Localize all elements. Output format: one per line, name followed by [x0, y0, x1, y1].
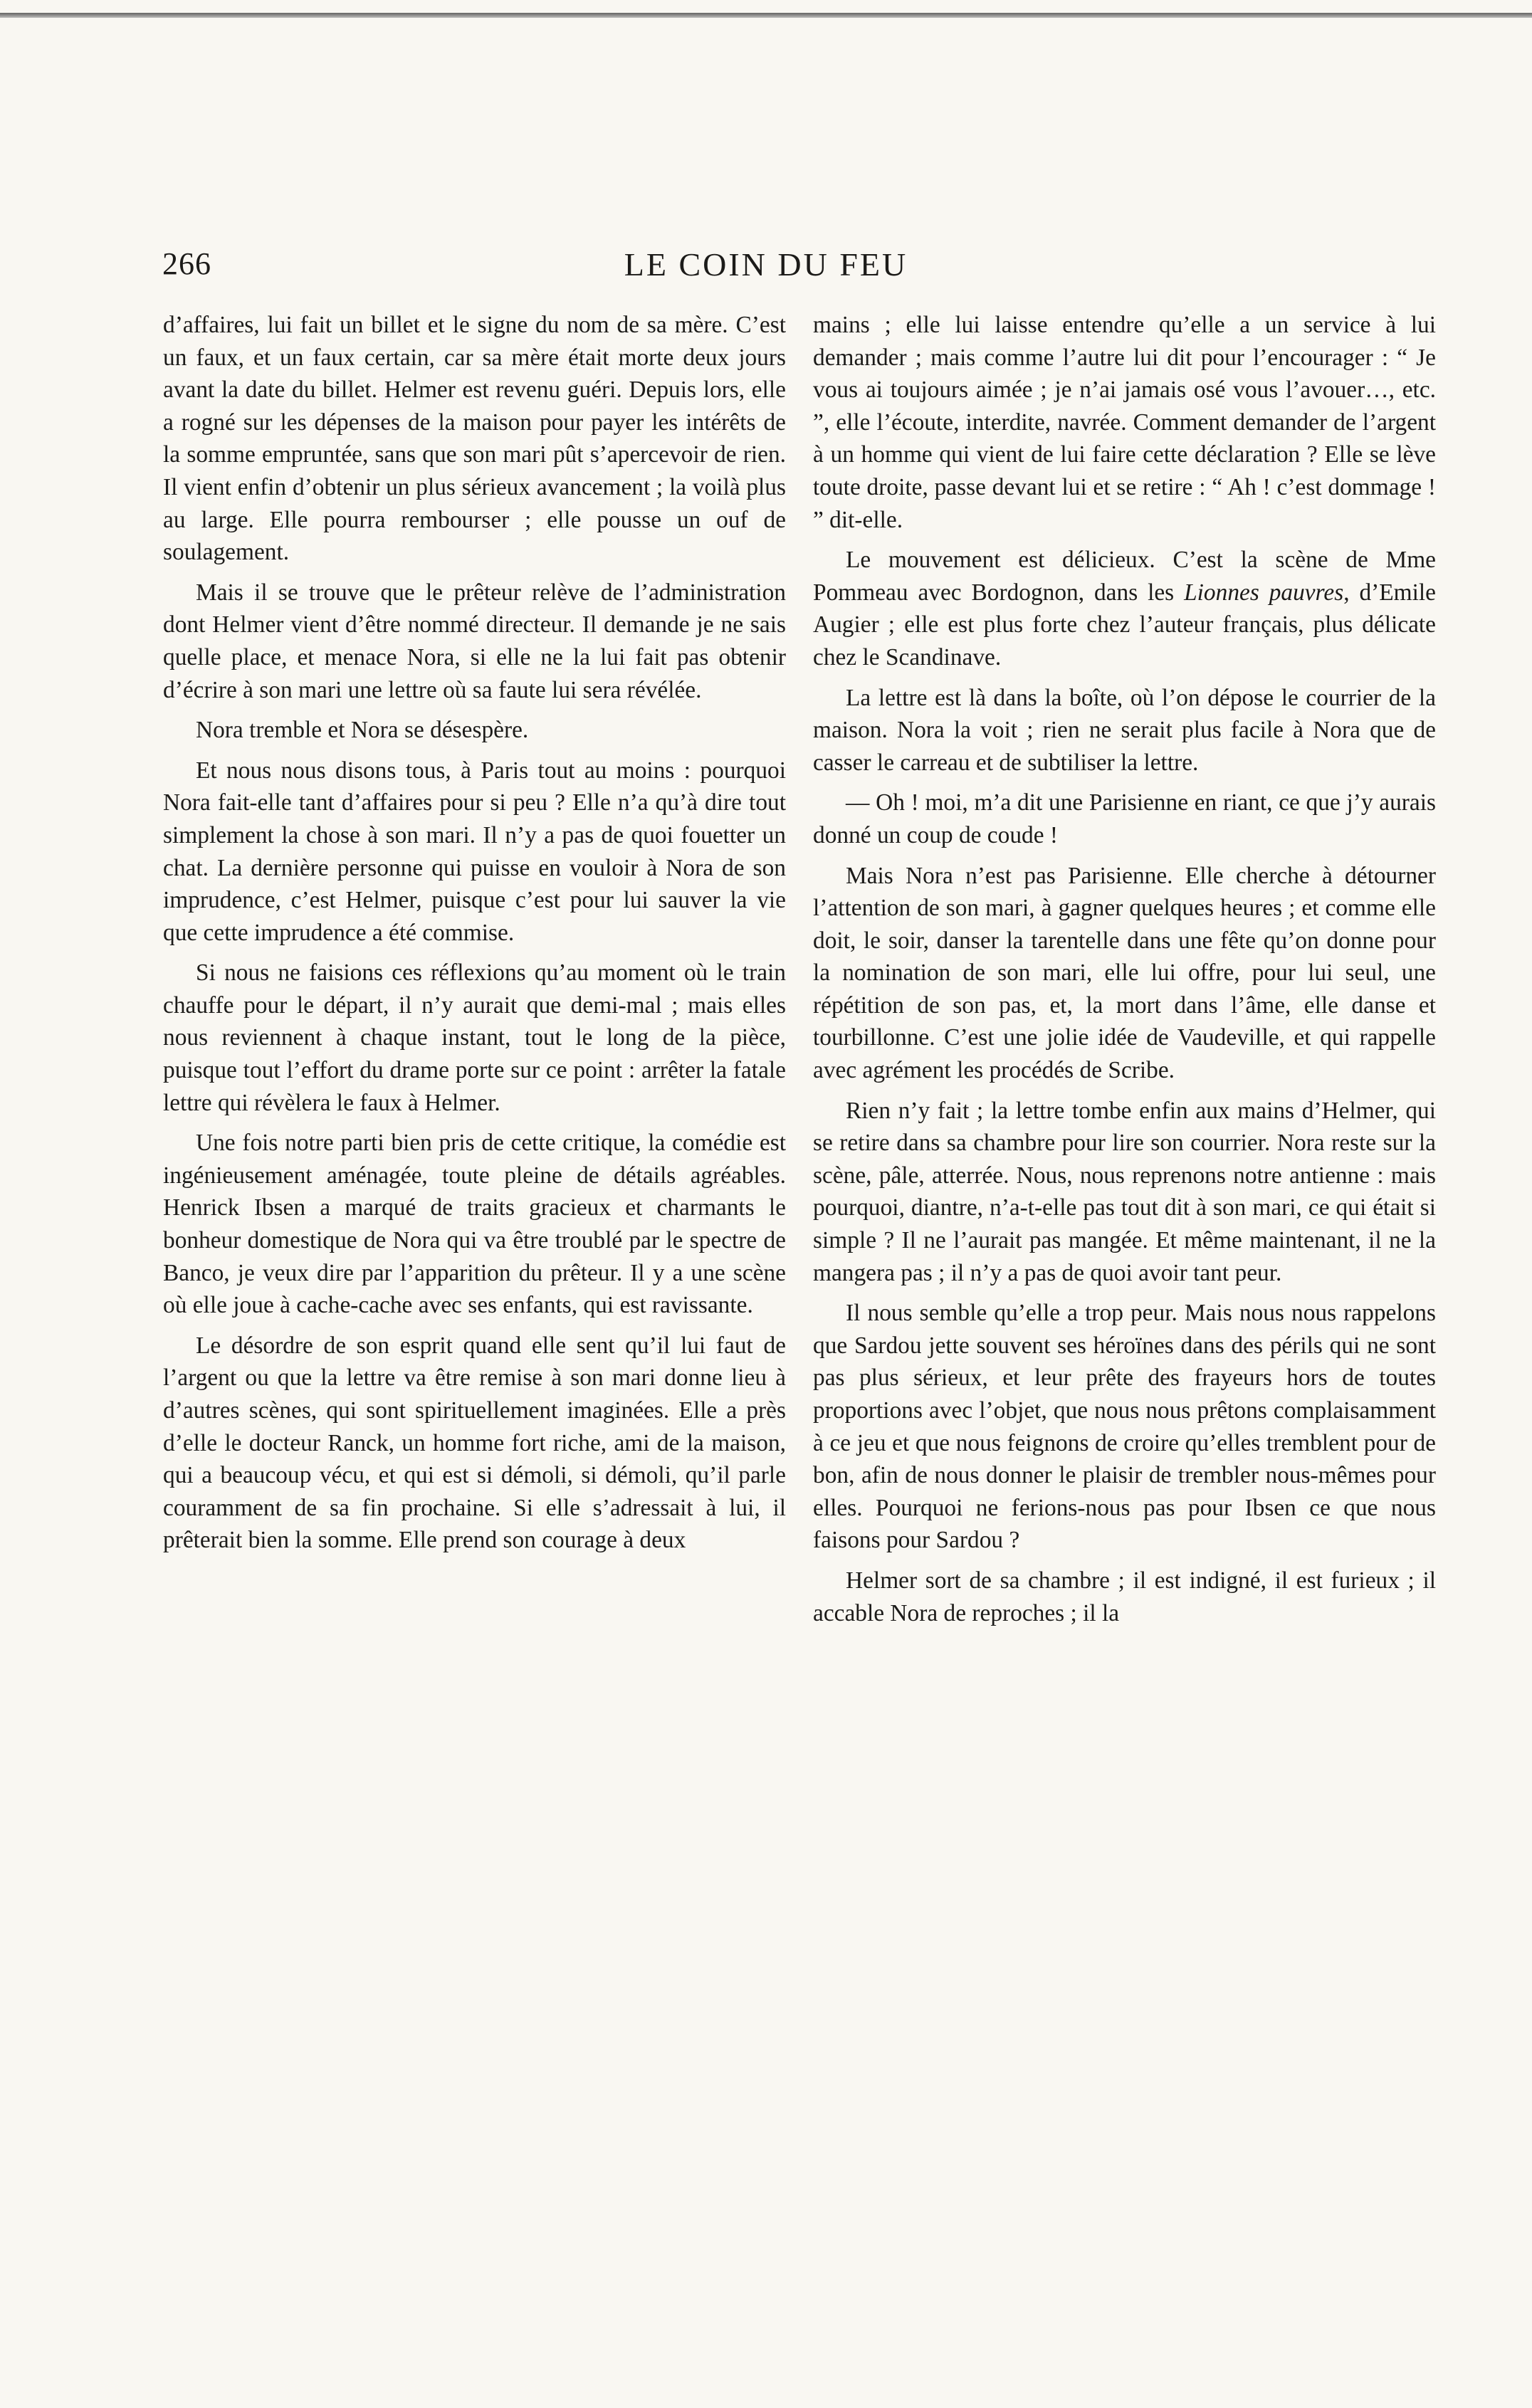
paragraph: Si nous ne faisions ces réflexions qu’au moment où le train chauffe pour le départ, il n’y aurait que demi-mal ; mais elles nous reviennent à chaque instant, tout le long de la pièce, puisque tout l’effort du drame porte sur ce point : arrêter la fatale lettre qui révèlera le faux à Helmer.	[163, 959, 786, 1116]
paragraph: Rien n’y fait ; la lettre tombe enfin aux mains d’Helmer, qui se retire dans sa chambre pour lire son courrier. Nora reste sur la scène, pâle, atterrée. Nous, nous reprenons notre antienne : mais pourquoi, diantre, n’a-t-elle pas tout dit à son mari, ce qui était si simple ? Il ne l’aurait pas mangée. Et même maintenant, il ne la mangera pas ; il n’y a pas de quoi avoir tant peur.	[813, 1097, 1436, 1286]
left-column	[163, 309, 786, 1565]
paragraph-text: Le mouvement est délicieux. C’est la scène de Mme Pommeau avec Bordognon, dans les	[813, 547, 1436, 606]
dialogue-paragraph: — Oh ! moi, m’a dit une Parisienne en riant, ce que j’y aurais donné un coup de coude !	[813, 789, 1436, 848]
paragraph: mains ; elle lui laisse entendre qu’elle a un service à lui demander ; mais comme l’autre lui dit pour l’encourager : “ Je vous ai toujours aimée ; je n’ai jamais osé vous l’avouer…, etc. ”, elle l’écoute, interdite, navrée. Comment demander de l’argent à un homme qui vient de lui faire cette déclaration ? Elle se lève toute droite, passe devant lui et se retire : “ Ah ! c’est dommage ! ” dit-elle.	[813, 312, 1436, 533]
right-column	[813, 309, 1436, 1637]
play-title: Lionnes pauvres	[1184, 579, 1344, 606]
paragraph	[813, 544, 1436, 673]
paragraph: Helmer sort de sa chambre ; il est indigné, il est furieux ; il accable Nora de reproches ; il la	[813, 1567, 1436, 1626]
paragraph: La lettre est là dans la boîte, où l’on dépose le courrier de la maison. Nora la voit ; rien ne serait plus facile à Nora que de casser le carreau et de subtiliser la lettre.	[813, 684, 1436, 776]
paragraph: Mais Nora n’est pas Parisienne. Elle cherche à détourner l’attention de son mari, à gagner quelques heures ; et comme elle doit, le soir, danser la tarentelle dans une fête qu’on donne pour la nomination de son mari, elle lui offre, pour lui seul, une répétition de son pas, et, la mort dans l’âme, elle danse et tourbillonne. C’est une jolie idée de Vaudeville, et qui rappelle avec agrément les procédés de Scribe.	[813, 862, 1436, 1084]
paragraph: Le désordre de son esprit quand elle sent qu’il lui faut de l’argent ou que la lettre va être remise à son mari donne lieu à d’autres scènes, qui sont spirituellement imaginées. Elle a près d’elle le docteur Ranck, un homme fort riche, ami de la maison, qui a beaucoup vécu, et qui est si démoli, si démoli, qu’il parle couramment de sa fin prochaine. Si elle s’adressait à lui, il prêterait bien la somme. Elle prend son courage à deux	[163, 1332, 786, 1554]
paragraph: Mais il se trouve que le prêteur relève de l’administration dont Helmer vient d’être nommé directeur. Il demande je ne sais quelle place, et menace Nora, si elle ne la lui fait pas obtenir d’écrire à son mari une lettre où sa faute lui sera révélée.	[163, 579, 786, 703]
paragraph: Nora tremble et Nora se désespère.	[196, 717, 529, 744]
paragraph: Il nous semble qu’elle a trop peur. Mais nous nous rappelons que Sardou jette souvent ses héroïnes dans des périls qui ne sont pas plus sérieux, et leur prête des frayeurs hors de toutes proportions avec l’objet, que nous nous prêtons complaisamment à ce jeu et que nous feignons de croire qu’elles tremblent pour de bon, afin de nous donner le plaisir de trembler nous-mêmes pour elles. Pourquoi ne ferions-nous pas pour Ibsen ce que nous faisons pour Sardou ?	[813, 1300, 1436, 1554]
running-title: LE COIN DU FEU	[624, 246, 908, 283]
paragraph: Une fois notre parti bien pris de cette critique, la comédie est ingénieusement aménagée, toute pleine de détails agréables. Henrick Ibsen a marqué de traits gracieux et charmants le bonheur domestique de Nora qui va être troublé par le spectre de Banco, je veux dire par l’apparition du prêteur. Il y a une scène où elle joue à cache-cache avec ses enfants, qui est ravissante.	[163, 1130, 786, 1319]
paragraph-text: , d’Emile Augier ; elle est plus forte chez l’auteur français, plus délicate chez le Scandinave.	[813, 579, 1437, 671]
paragraph: d’affaires, lui fait un billet et le signe du nom de sa mère. C’est un faux, et un faux certain, car sa mère était morte deux jours avant la date du billet. Helmer est revenu guéri. Depuis lors, elle a rogné sur les dépenses de la maison pour payer les intérêts de la somme empruntée, sans que son mari pût s’apercevoir de rien. Il vient enfin d’obtenir un plus sérieux avancement ; la voilà plus au large. Elle pourra rembourser ; elle pousse un ouf de soulagement.	[163, 312, 786, 566]
paragraph: Et nous nous disons tous, à Paris tout au moins : pourquoi Nora fait-elle tant d’affaires pour si peu ? Elle n’a qu’à dire tout simplement la chose à son mari. Il n’y a pas de quoi fouetter un chat. La dernière personne qui puisse en vouloir à Nora de son imprudence, c’est Helmer, puisque c’est pour lui sauver la vie que cette imprudence a été commise.	[163, 757, 786, 946]
top-edge-rule	[0, 13, 1532, 18]
page-number: 266	[162, 246, 211, 281]
